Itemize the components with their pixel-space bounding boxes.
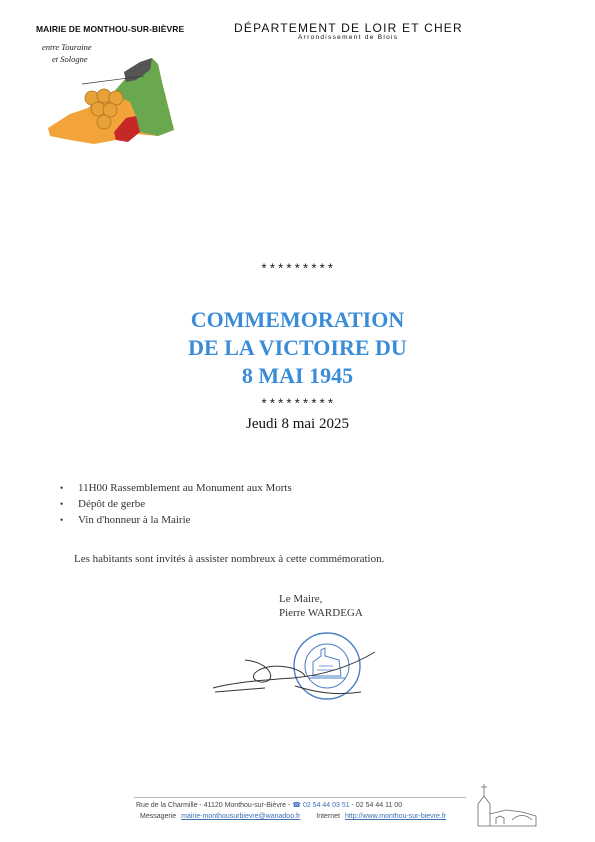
program-list	[60, 480, 292, 528]
footer-web-label: Internet	[316, 813, 341, 820]
invitation-text: Les habitants sont invités à assister nombreux à cette commémoration.	[74, 553, 385, 565]
logo-tagline-1: entre Touraine	[42, 42, 92, 52]
headline-line-3: 8 MAI 1945	[241, 363, 354, 388]
footer-address: Rue de la Charmille - 41120 Monthou-sur-Bièvre -	[136, 802, 291, 809]
logo-tagline-2: et Sologne	[52, 54, 88, 64]
signature-name: Pierre WARDEGA	[279, 607, 363, 619]
program-item: • Dépôt de gerbe	[60, 496, 292, 512]
footer-email-label: Messagerie	[140, 813, 177, 820]
municipal-logo	[40, 36, 178, 146]
footer-address-line	[136, 801, 402, 809]
signature-and-stamp	[205, 630, 385, 710]
footer-fax: 02 54 44 11 00	[355, 802, 403, 809]
headline-line-1: COMMEMORATION	[190, 307, 405, 332]
footer-phone: ☎ 02 54 44 03 51 -	[292, 802, 356, 809]
municipal-logo-graphic	[40, 36, 178, 146]
signature-role: Le Maire,	[279, 593, 323, 605]
program-item: • Vin d'honneur à la Mairie	[60, 512, 292, 528]
event-date: Jeudi 8 mai 2025	[246, 416, 349, 432]
department-title: DÉPARTEMENT DE LOIR ET CHER	[234, 21, 463, 35]
mairie-title: MAIRIE DE MONTHOU-SUR-BIÈVRE	[36, 24, 185, 34]
church-icon	[472, 780, 542, 828]
stars-divider-top: *********	[260, 262, 335, 277]
stars-divider-bottom: *********	[260, 397, 335, 412]
church-drawing	[472, 780, 542, 828]
official-stamp	[205, 630, 385, 710]
arrondissement: Arrondissement de Blois	[298, 34, 399, 41]
footer-email-link[interactable]: mairie-monthousurbievre@wanadoo.fr	[181, 813, 301, 820]
footer-website-link[interactable]: http://www.monthou-sur-bievre.fr	[344, 813, 447, 820]
headline-line-2: DE LA VICTOIRE DU	[188, 335, 407, 360]
program-item: • 11H00 Rassemblement au Monument aux Morts	[60, 480, 292, 496]
footer-divider	[134, 797, 466, 798]
footer-contact-line	[140, 813, 446, 820]
